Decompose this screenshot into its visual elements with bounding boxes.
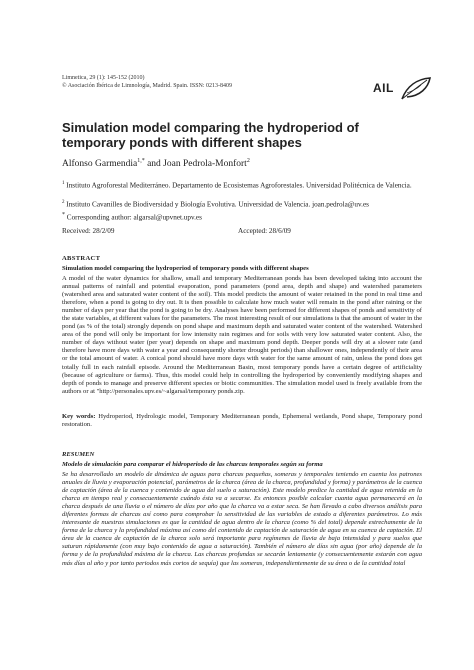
keywords	[62, 413, 422, 429]
affiliation-2	[62, 199, 422, 209]
journal-logo	[373, 76, 433, 102]
author-1: Alfonso Garmendia	[62, 159, 138, 170]
logo-text: AIL	[373, 81, 394, 95]
resumen-body: Se ha desarrollado un modelo de dinámica de aguas para charcas pequeñas, someras y temporales teniendo en cuenta los patrones anuales de lluvia y evaporación potencial, parámetros de la charca (área de la charca, profundidad y forma) y parámetros de la cuenca de captación (área de la cuenca y contenido de agua del suelo a saturación). Este modelo predice la cantidad de agua retenida en la charca en tiempo real y consecuentemente cuándo ésta va a secarse. Es entonces posible calcular cuanta agua permanecerá en la charca después de una lluvia o el número de días por año que la charca va a estar seca. Se han llevado a cabo diversos análisis para diferentes formas de charcas así como para comprobar la sensitividad de las variables de estado a diferentes parámetros. Lo más interesante de nuestras simulaciones es que la cantidad de agua dentro de la charca (como % del total) depende estrechamente de la forma de la charca y la profundidad máxima así como del contenido de captación de saturación de agua en su cuenca de captación. El área de la cuenca de captación de la charca solo será importante para regímenes de lluvia de baja intensidad y para suelos que saturan rápidamente (con muy bajo contenido de agua a saturación). También el número de días sin agua (por año) depende de la forma y de la profundidad máxima de la charca. Las charcas profundas se secarán lentamente (y consecuentemente estarán con agua más días al año y por tanto periodos más cortos de sequía) que las someras, independientemente de su área o de la cantidad total	[62, 471, 422, 567]
abstract-subtitle: Simulation model comparing the hydroperiod of temporary ponds with different shapes	[62, 265, 309, 272]
affiliation-1	[62, 180, 422, 190]
abstract-body: A model of the water dynamics for shallow, small and temporary Mediterranean ponds has been developed taking into account the annual patterns of rainfall and potential evaporation, pond parameters (pond area, depth and shape) and watershed parameters (watershed area and saturated water content of the soil). This model predicts the amount of water retained in the pond in real time and therefore, when a pond is going to dry out. It is then possible to calculate how much water will remain in the pond after raining or the number of days per year that the pond is going to be dry. Analyses have been performed for different shapes of ponds and sensitivity of the state variables, at different values for the parameters. The most interesting result of our simulations is that the amount of water in the pond (as % of the total) strongly depends on pond shape and maximum depth and saturated water content of the watershed. Watershed area of the pond will only be important for low intensity rain regimes and for soils with very low saturated water content. Also, the number of days without water (per year) depends on shape and maximum pond depth. Deeper ponds will dry at a slower rate (and therefore have more days with water a year and consequently shorter drought periods) than shallower ones, independently of their area or the total amount of water. A conical pond should have more days with water for the same amount of rain, unless the pond does get totally full in each rainfall episode. Around the Mediterranean Basin, most temporary ponds have a certain degree of artificiality (because of agriculture or farms). Thus, this model could help in controlling the hydroperiod by conveniently modifying shapes and depth of ponds to manage and preserve different species or biotic communities. The simulation model used is freely available from the authors or at "http://personales.upv.es/~algarsal/temporary ponds.zip.	[62, 275, 422, 395]
abstract-heading: ABSTRACT	[62, 255, 101, 262]
corresponding-author	[62, 212, 202, 221]
paper-title: Simulation model comparing the hydroperiod of temporary ponds with different shapes	[62, 120, 359, 150]
corresponding-mark: *	[62, 212, 65, 218]
resumen-heading: RESUMEN	[62, 451, 95, 458]
corresponding-text: Corresponding author: algarsal@upvnet.upv.es	[66, 213, 202, 222]
journal-header	[62, 74, 232, 90]
author-connector: and Joan Pedrola-Monfort	[144, 159, 247, 170]
leaf-icon	[399, 76, 433, 102]
author-list	[62, 158, 250, 169]
keywords-text: Hydroperiod, Hydrologic model, Temporary Mediterranean ponds, Ephemeral wetlands, Pond shape, Temporary pond restoration.	[62, 413, 422, 429]
author-2-affiliation-mark: 2	[246, 158, 250, 164]
journal-citation: Limnetica, 29 (1): 145-152 (2010)	[62, 75, 145, 81]
affiliation-2-mark: 2	[62, 200, 65, 205]
author-1-affiliation-mark: 1,*	[137, 158, 145, 164]
resumen-subtitle: Modelo de simulación para comparar el hidroperiodo de las charcas temporales según su forma	[62, 461, 323, 468]
received-date: Received: 28/2/09	[62, 227, 115, 235]
journal-copyright: © Asociación Ibérica de Limnología, Madrid. Spain. ISSN: 0213-8409	[62, 83, 233, 89]
keywords-label: Key words:	[62, 413, 96, 420]
accepted-date: Accepted: 28/6/09	[238, 227, 291, 235]
affiliation-1-text: Instituto Agroforestal Mediterráneo. Departamento de Ecosistemas Agroforestales. Universidad Politécnica de Valencia.	[66, 181, 412, 190]
affiliation-1-mark: 1	[62, 181, 65, 186]
affiliation-2-text: Instituto Cavanilles de Biodiversidad y Biología Evolutiva. Universidad de Valencia. joan.pedrola@uv.es	[66, 200, 369, 209]
